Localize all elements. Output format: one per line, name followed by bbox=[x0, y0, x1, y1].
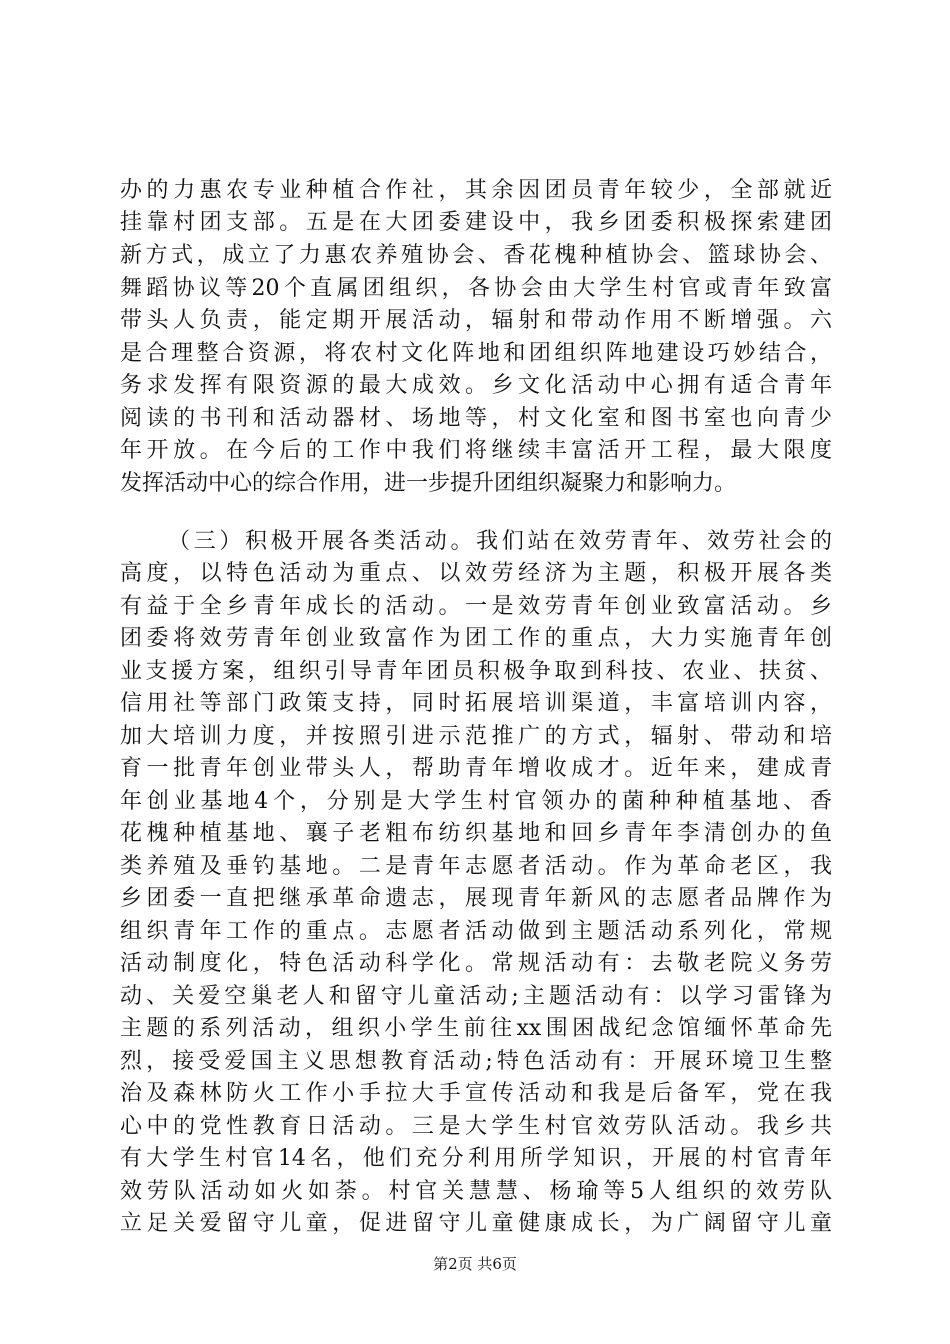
text-line: 发挥活动中心的综合作用，进一步提升团组织凝聚力和影响力。 bbox=[120, 471, 737, 496]
text-line: 立足关爱留守儿童，促进留守儿童健康成长，为广阔留守儿童 bbox=[120, 1211, 832, 1236]
text-line: 育一批青年创业带头人，帮助青年增收成才。近年来，建成青 bbox=[120, 756, 832, 781]
text-line: 有益于全乡青年成长的活动。一是效劳青年创业致富活动。乡 bbox=[120, 594, 832, 619]
text-line: 是合理整合资源，将农村文化阵地和团组织阵地建设巧妙结合， bbox=[120, 341, 832, 366]
text-line: 高度，以特色活动为重点、以效劳经济为主题，积极开展各类 bbox=[120, 561, 832, 586]
text-line: 烈，接受爱国主义思想教育活动;特色活动有：开展环境卫生整 bbox=[120, 1049, 832, 1074]
text-line: 类养殖及垂钓基地。二是青年志愿者活动。作为革命老区，我 bbox=[120, 854, 832, 879]
text-line: 业支援方案，组织引导青年团员积极争取到科技、农业、扶贫、 bbox=[120, 659, 832, 684]
text-line: 年创业基地4个，分别是大学生村官领办的菌种种植基地、香 bbox=[120, 789, 832, 814]
text-line: 阅读的书刊和活动器材、场地等，村文化室和图书室也向青少 bbox=[120, 406, 832, 431]
page-number-footer: 第2页 共6页 bbox=[433, 1255, 517, 1273]
text-line: 办的力惠农专业种植合作社，其余因团员青年较少，全部就近 bbox=[120, 178, 832, 203]
text-line: 花槐种植基地、襄子老粗布纺织基地和回乡青年李清创办的鱼 bbox=[120, 821, 832, 846]
text-line: 治及森林防火工作小手拉大手宣传活动和我是后备军，党在我 bbox=[120, 1081, 832, 1106]
text-line: 动、关爱空巢老人和留守儿童活动;主题活动有：以学习雷锋为 bbox=[120, 984, 832, 1009]
text-line: （三）积极开展各类活动。我们站在效劳青年、效劳社会的 bbox=[168, 529, 832, 554]
text-line: 务求发挥有限资源的最大成效。乡文化活动中心拥有适合青年 bbox=[120, 373, 832, 398]
text-line: 乡团委一直把继承革命遗志，展现青年新风的志愿者品牌作为 bbox=[120, 886, 832, 911]
text-line: 舞蹈协议等20个直属团组织，各协会由大学生村官或青年致富 bbox=[120, 276, 832, 301]
text-line: 活动制度化，特色活动科学化。常规活动有：去敬老院义务劳 bbox=[120, 951, 832, 976]
text-line: 加大培训力度，并按照引进示范推广的方式，辐射、带动和培 bbox=[120, 724, 832, 749]
text-line: 新方式，成立了力惠农养殖协会、香花槐种植协会、篮球协会、 bbox=[120, 243, 832, 268]
text-line: 年开放。在今后的工作中我们将继续丰富活开工程，最大限度 bbox=[120, 438, 832, 463]
text-line: 主题的系列活动，组织小学生前往xx围困战纪念馆缅怀革命先 bbox=[120, 1016, 832, 1041]
text-line: 效劳队活动如火如荼。村官关慧慧、杨瑜等5人组织的效劳队 bbox=[120, 1179, 832, 1204]
text-line: 有大学生村官14名，他们充分利用所学知识，开展的村官青年 bbox=[120, 1146, 832, 1171]
text-line: 带头人负责，能定期开展活动，辐射和带动作用不断增强。六 bbox=[120, 308, 832, 333]
text-line: 团委将效劳青年创业致富作为团工作的重点，大力实施青年创 bbox=[120, 626, 832, 651]
text-line: 组织青年工作的重点。志愿者活动做到主题活动系列化，常规 bbox=[120, 919, 832, 944]
text-line: 心中的党性教育日活动。三是大学生村官效劳队活动。我乡共 bbox=[120, 1114, 832, 1139]
text-line: 挂靠村团支部。五是在大团委建设中，我乡团委积极探索建团 bbox=[120, 210, 832, 235]
text-line: 信用社等部门政策支持，同时拓展培训渠道，丰富培训内容， bbox=[120, 691, 832, 716]
